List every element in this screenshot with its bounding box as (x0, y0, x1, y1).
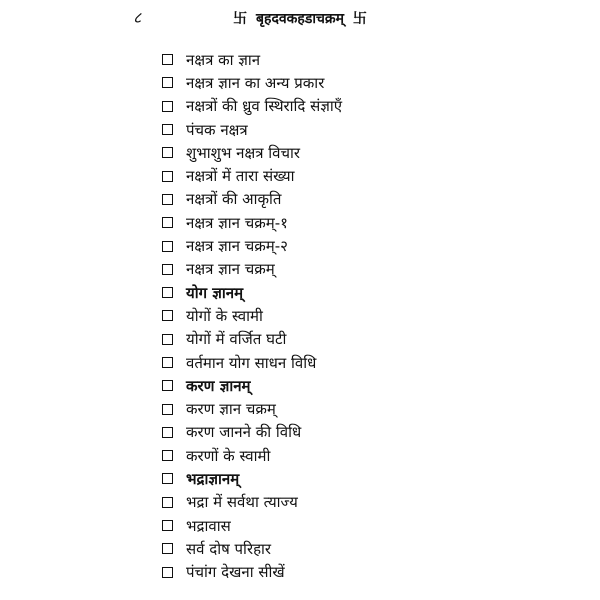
list-item-label: पंचांग देखना सीखें (186, 563, 285, 582)
checkbox-bullet-icon (162, 194, 173, 205)
checkbox-bullet-icon (162, 404, 173, 415)
checkbox-bullet-icon (162, 77, 173, 88)
list-item-label: नक्षत्र ज्ञान चक्रम्-२ (186, 237, 288, 256)
list-item (162, 118, 522, 141)
list-item (162, 258, 522, 281)
list-item-label: वर्तमान योग साधन विधि (186, 353, 317, 372)
list-item-label: नक्षत्रों की ध्रुव स्थिरादि संज्ञाएँ (186, 97, 343, 116)
list-item (162, 164, 522, 187)
list-item-label: शुभाशुभ नक्षत्र विचार (186, 143, 301, 162)
checkbox-bullet-icon (162, 497, 173, 508)
checkbox-bullet-icon (162, 357, 173, 368)
list-item-label: योगों के स्वामी (186, 306, 263, 325)
list-item (162, 467, 522, 490)
table-of-contents (162, 48, 522, 584)
list-item (162, 211, 522, 234)
list-item (162, 491, 522, 514)
list-item (162, 188, 522, 211)
checkbox-bullet-icon (162, 450, 173, 461)
list-item (162, 328, 522, 351)
list-item-label: करण ज्ञानम् (186, 376, 251, 395)
list-item-label: करण ज्ञान चक्रम् (186, 400, 276, 419)
checkbox-bullet-icon (162, 217, 173, 228)
list-item-label: नक्षत्रों में तारा संख्या (186, 167, 295, 186)
checkbox-bullet-icon (162, 101, 173, 112)
list-item (162, 444, 522, 467)
list-item-label: करणों के स्वामी (186, 446, 271, 465)
list-item (162, 421, 522, 444)
list-item (162, 304, 522, 327)
swastika-ornament-icon: 卐 (233, 11, 248, 27)
list-item-label: नक्षत्रों की आकृति (186, 190, 282, 209)
checkbox-bullet-icon (162, 567, 173, 578)
list-item-label: नक्षत्र ज्ञान चक्रम्-१ (186, 213, 288, 232)
list-item-label: नक्षत्र का ज्ञान (186, 50, 261, 69)
list-item-label: सर्व दोष परिहार (186, 539, 272, 558)
checkbox-bullet-icon (162, 54, 173, 65)
list-item (162, 514, 522, 537)
list-item (162, 397, 522, 420)
checkbox-bullet-icon (162, 310, 173, 321)
page-header (0, 9, 600, 29)
checkbox-bullet-icon (162, 473, 173, 484)
checkbox-bullet-icon (162, 264, 173, 275)
checkbox-bullet-icon (162, 287, 173, 298)
list-item (162, 234, 522, 257)
list-item-label: भद्राज्ञानम् (186, 469, 240, 488)
list-item-label: योग ज्ञानम् (186, 283, 244, 302)
swastika-ornament-icon: 卐 (352, 11, 367, 27)
checkbox-bullet-icon (162, 124, 173, 135)
list-item-label: करण जानने की विधि (186, 423, 302, 442)
list-item (162, 374, 522, 397)
checkbox-bullet-icon (162, 171, 173, 182)
header-title: बृहदवकहडाचक्रम् (256, 11, 344, 27)
checkbox-bullet-icon (162, 147, 173, 158)
checkbox-bullet-icon (162, 334, 173, 345)
page-number: ८ (133, 8, 142, 27)
list-item (162, 561, 522, 584)
checkbox-bullet-icon (162, 241, 173, 252)
checkbox-bullet-icon (162, 543, 173, 554)
list-item-label: नक्षत्र ज्ञान चक्रम् (186, 260, 275, 279)
list-item-label: भद्रा में सर्वथा त्याज्य (186, 493, 298, 512)
checkbox-bullet-icon (162, 427, 173, 438)
checkbox-bullet-icon (162, 520, 173, 531)
list-item (162, 351, 522, 374)
list-item-label: नक्षत्र ज्ञान का अन्य प्रकार (186, 73, 325, 92)
checkbox-bullet-icon (162, 380, 173, 391)
list-item (162, 281, 522, 304)
list-item (162, 71, 522, 94)
list-item (162, 95, 522, 118)
list-item-label: पंचक नक्षत्र (186, 120, 248, 139)
list-item (162, 537, 522, 560)
list-item-label: योगों में वर्जित घटी (186, 330, 287, 349)
list-item (162, 48, 522, 71)
list-item (162, 141, 522, 164)
list-item-label: भद्रावास (186, 516, 231, 535)
